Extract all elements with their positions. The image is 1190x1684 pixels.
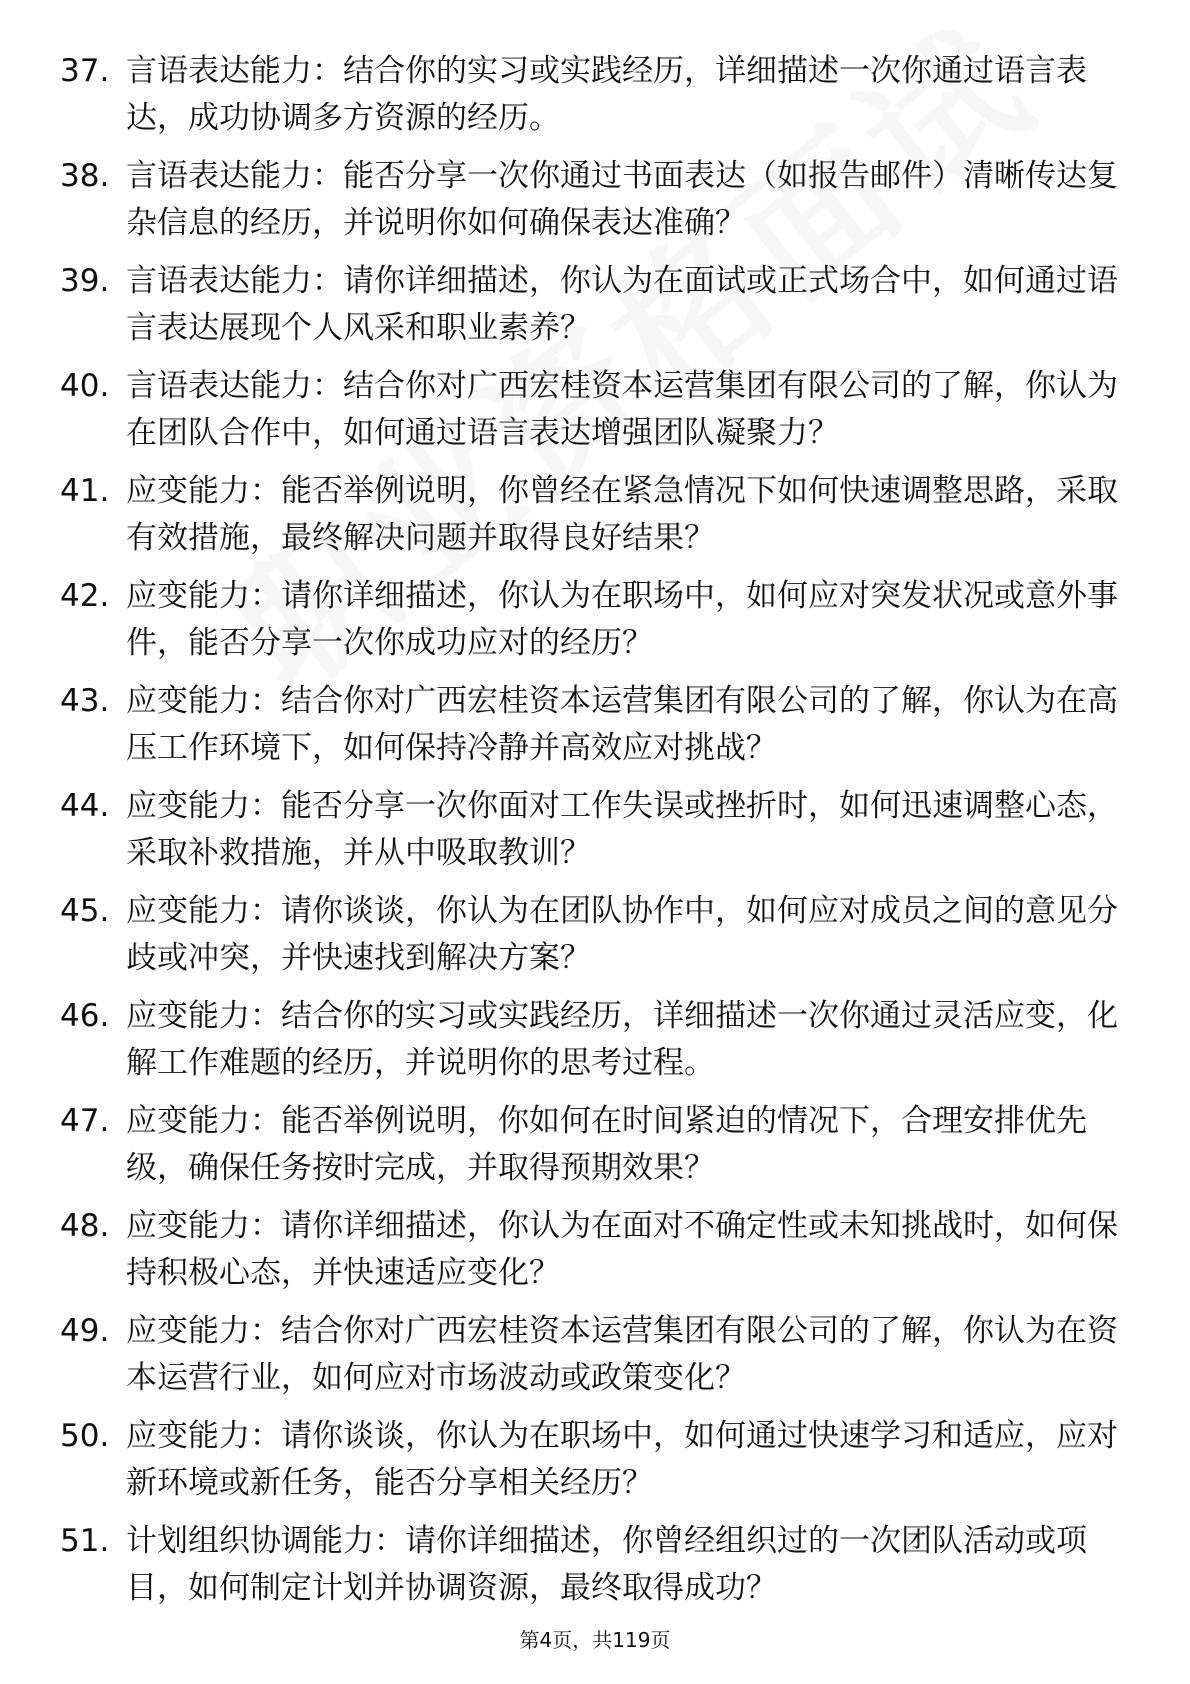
question-item xyxy=(60,678,1140,772)
question-number: 47. xyxy=(60,1103,110,1139)
question-number: 43. xyxy=(60,683,110,719)
question-number: 45. xyxy=(60,893,110,929)
question-item xyxy=(60,993,1140,1087)
question-text: 应变能力：结合你的实习或实践经历，详细描述一次你通过灵活应变，化解工作难题的经历，并说明你的思考过程。 xyxy=(126,998,1118,1081)
question-text: 应变能力：请你详细描述，你认为在职场中，如何应对突发状况或意外事件，能否分享一次你成功应对的经历？ xyxy=(126,578,1118,661)
question-number: 41. xyxy=(60,473,110,509)
question-item xyxy=(60,1098,1140,1192)
question-list xyxy=(60,48,1140,1623)
question-text: 言语表达能力：请你详细描述，你认为在面试或正式场合中，如何通过语言表达展现个人风采和职业素养？ xyxy=(126,263,1118,346)
question-item xyxy=(60,783,1140,877)
question-number: 39. xyxy=(60,263,110,299)
question-item xyxy=(60,468,1140,562)
question-text: 言语表达能力：结合你的实习或实践经历，详细描述一次你通过语言表达，成功协调多方资源的经历。 xyxy=(126,53,1087,136)
question-text: 应变能力：请你详细描述，你认为在面对不确定性或未知挑战时，如何保持积极心态，并快速适应变化？ xyxy=(126,1208,1118,1291)
question-item xyxy=(60,1413,1140,1507)
question-number: 40. xyxy=(60,368,110,404)
question-number: 50. xyxy=(60,1418,110,1454)
question-number: 49. xyxy=(60,1313,110,1349)
page-footer: 第4页，共119页 xyxy=(519,1628,671,1652)
question-text: 应变能力：结合你对广西宏桂资本运营集团有限公司的了解，你认为在资本运营行业，如何应对市场波动或政策变化？ xyxy=(126,1313,1118,1396)
question-item xyxy=(60,573,1140,667)
question-text: 应变能力：能否举例说明，你如何在时间紧迫的情况下，合理安排优先级，确保任务按时完成，并取得预期效果？ xyxy=(126,1103,1087,1186)
question-number: 38. xyxy=(60,158,110,194)
question-number: 37. xyxy=(60,53,110,89)
question-item xyxy=(60,48,1140,142)
question-number: 42. xyxy=(60,578,110,614)
question-item xyxy=(60,258,1140,352)
question-item xyxy=(60,153,1140,247)
question-text: 应变能力：能否分享一次你面对工作失误或挫折时，如何迅速调整心态，采取补救措施，并从中吸取教训？ xyxy=(126,788,1118,871)
question-number: 51. xyxy=(60,1523,110,1559)
question-text: 应变能力：能否举例说明，你曾经在紧急情况下如何快速调整思路，采取有效措施，最终解决问题并取得良好结果？ xyxy=(126,473,1118,556)
question-text: 言语表达能力：能否分享一次你通过书面表达（如报告邮件）清晰传达复杂信息的经历，并说明你如何确保表达准确？ xyxy=(126,158,1118,241)
question-text: 应变能力：请你谈谈，你认为在团队协作中，如何应对成员之间的意见分歧或冲突，并快速找到解决方案？ xyxy=(126,893,1118,976)
question-number: 48. xyxy=(60,1208,110,1244)
question-number: 46. xyxy=(60,998,110,1034)
question-item xyxy=(60,1308,1140,1402)
question-text: 应变能力：结合你对广西宏桂资本运营集团有限公司的了解，你认为在高压工作环境下，如何保持冷静并高效应对挑战？ xyxy=(126,683,1118,766)
question-item xyxy=(60,363,1140,457)
question-item xyxy=(60,888,1140,982)
question-item xyxy=(60,1203,1140,1297)
question-text: 言语表达能力：结合你对广西宏桂资本运营集团有限公司的了解，你认为在团队合作中，如何通过语言表达增强团队凝聚力？ xyxy=(126,368,1118,451)
question-item xyxy=(60,1518,1140,1612)
question-text: 应变能力：请你谈谈，你认为在职场中，如何通过快速学习和适应，应对新环境或新任务，能否分享相关经历？ xyxy=(126,1418,1118,1501)
question-number: 44. xyxy=(60,788,110,824)
question-text: 计划组织协调能力：请你详细描述，你曾经组织过的一次团队活动或项目，如何制定计划并协调资源，最终取得成功？ xyxy=(126,1523,1087,1606)
